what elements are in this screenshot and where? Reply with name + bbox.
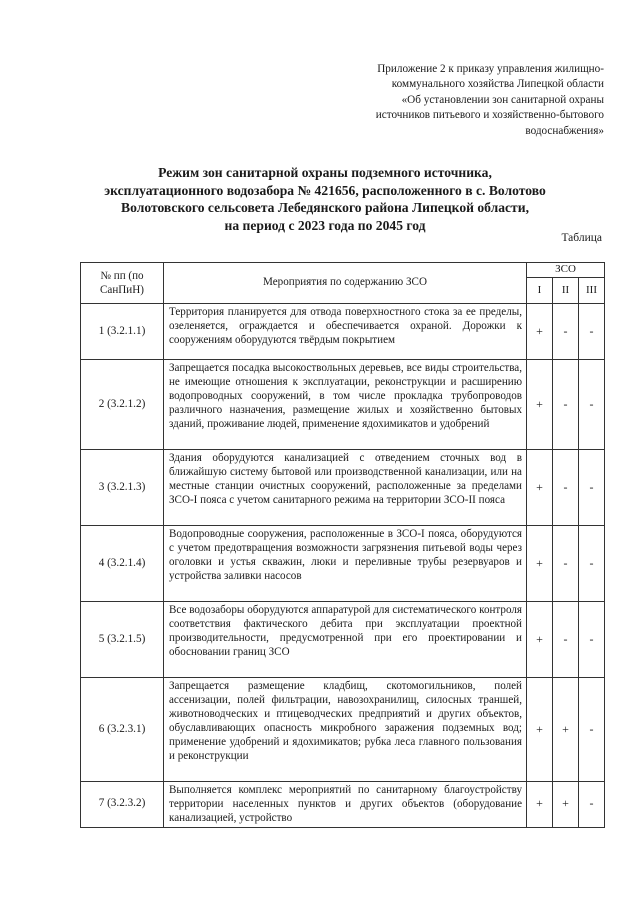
header-zone-1: I: [527, 278, 553, 304]
header-num: № пп (по СанПиН): [81, 263, 164, 304]
zone-1-mark: +: [527, 304, 553, 360]
table-row: [81, 526, 605, 602]
row-number: 2 (3.2.1.2): [81, 360, 164, 450]
title-line: эксплуатационного водозабора № 421656, расположенного в с. Волотово: [104, 182, 546, 198]
zone-3-mark: -: [579, 526, 605, 602]
zone-2-mark: -: [553, 450, 579, 526]
zone-3-mark: -: [579, 360, 605, 450]
row-number: 3 (3.2.1.3): [81, 450, 164, 526]
header-zone-3: III: [579, 278, 605, 304]
row-measure-text: Все водозаборы оборудуются аппаратурой для систематического контроля соответствия фактического дебита при эксплуатации проектной производительности, предусмотренной при его проектировании и обосновании границ ЗСО: [164, 602, 527, 678]
zone-1-mark: +: [527, 360, 553, 450]
header-zone-2: II: [553, 278, 579, 304]
row-number: 5 (3.2.1.5): [81, 602, 164, 678]
table-row: [81, 360, 605, 450]
zone-3-mark: -: [579, 678, 605, 782]
zone-2-mark: -: [553, 304, 579, 360]
sanitary-zone-table: [80, 262, 605, 828]
annex-line: коммунального хозяйства Липецкой области: [391, 78, 604, 91]
row-measure-text: Территория планируется для отвода поверхностного стока за ее пределы, озеленяется, ограждается и обеспечивается охраной. Дорожки к сооружениям оборудуются твёрдым покрытием: [164, 304, 527, 360]
title-line: на период с 2023 года по 2045 год: [224, 217, 426, 233]
zone-2-mark: -: [553, 602, 579, 678]
zone-1-mark: +: [527, 450, 553, 526]
zone-3-mark: -: [579, 602, 605, 678]
header-zone: ЗСО: [527, 263, 605, 278]
zone-2-mark: +: [553, 678, 579, 782]
row-number: 6 (3.2.3.1): [81, 678, 164, 782]
table-row: [81, 304, 605, 360]
row-measure-text: Запрещается посадка высокоствольных деревьев, все виды строительства, не имеющие отношения к эксплуатации, реконструкции и расширению водопроводных сооружений, в том числе прокладка трубопроводов различного назначения, размещение жилых и хозяйственно бытовых зданий, проживание людей, применение ядохимикатов и удобрений: [164, 360, 527, 450]
row-number: 1 (3.2.1.1): [81, 304, 164, 360]
annex-line: источников питьевого и хозяйственно-бытового: [375, 109, 604, 122]
table-row: [81, 678, 605, 782]
zone-3-mark: -: [579, 450, 605, 526]
row-measure-text: Здания оборудуются канализацией с отведением сточных вод в ближайшую систему бытовой или производственной канализации, или на местные станции очистных сооружений, расположенные за пределами ЗСО-I пояса с учетом санитарного режима на территории ЗСО-II пояса: [164, 450, 527, 526]
row-measure-text: Выполняется комплекс мероприятий по санитарному благоустройству территории населенных пунктов и других объектов (оборудование канализацией, устройство: [164, 782, 527, 828]
document-title: [80, 164, 570, 234]
title-line: Режим зон санитарной охраны подземного источника,: [158, 165, 492, 180]
table-row: [81, 782, 605, 828]
zone-1-mark: +: [527, 602, 553, 678]
header-measures: Мероприятия по содержанию ЗСО: [164, 263, 527, 304]
zone-1-mark: +: [527, 678, 553, 782]
table-header-row: [81, 263, 605, 278]
row-measure-text: Водопроводные сооружения, расположенные в ЗСО-I пояса, оборудуются с учетом предотвращения возможности загрязнения питьевой воды через оголовки и устья скважин, люки и переливные трубы резервуаров и устройства заливки насосов: [164, 526, 527, 602]
row-measure-text: Запрещается размещение кладбищ, скотомогильников, полей ассенизации, полей фильтрации, навозохранилищ, силосных траншей, животноводческих и птицеводческих предприятий и других объектов, обуславливающих опасность микробного заражения подземных вод; применение удобрений и ядохимикатов; рубка леса главного пользования и реконструкции: [164, 678, 527, 782]
annex-line: водоснабжения»: [525, 124, 604, 137]
annex-line: Приложение 2 к приказу управления жилищно-: [377, 63, 604, 75]
row-number: 4 (3.2.1.4): [81, 526, 164, 602]
table-row: [81, 602, 605, 678]
zone-3-mark: -: [579, 782, 605, 828]
table-row: [81, 450, 605, 526]
annex-note: [322, 62, 604, 139]
title-line: Волотовского сельсовета Лебедянского района Липецкой области,: [121, 200, 529, 215]
zone-2-mark: +: [553, 782, 579, 828]
annex-line: «Об установлении зон санитарной охраны: [401, 93, 604, 106]
row-number: 7 (3.2.3.2): [81, 782, 164, 828]
zone-1-mark: +: [527, 782, 553, 828]
zone-1-mark: +: [527, 526, 553, 602]
zone-2-mark: -: [553, 360, 579, 450]
table-caption: Таблица: [561, 232, 602, 244]
zone-3-mark: -: [579, 304, 605, 360]
zone-2-mark: -: [553, 526, 579, 602]
